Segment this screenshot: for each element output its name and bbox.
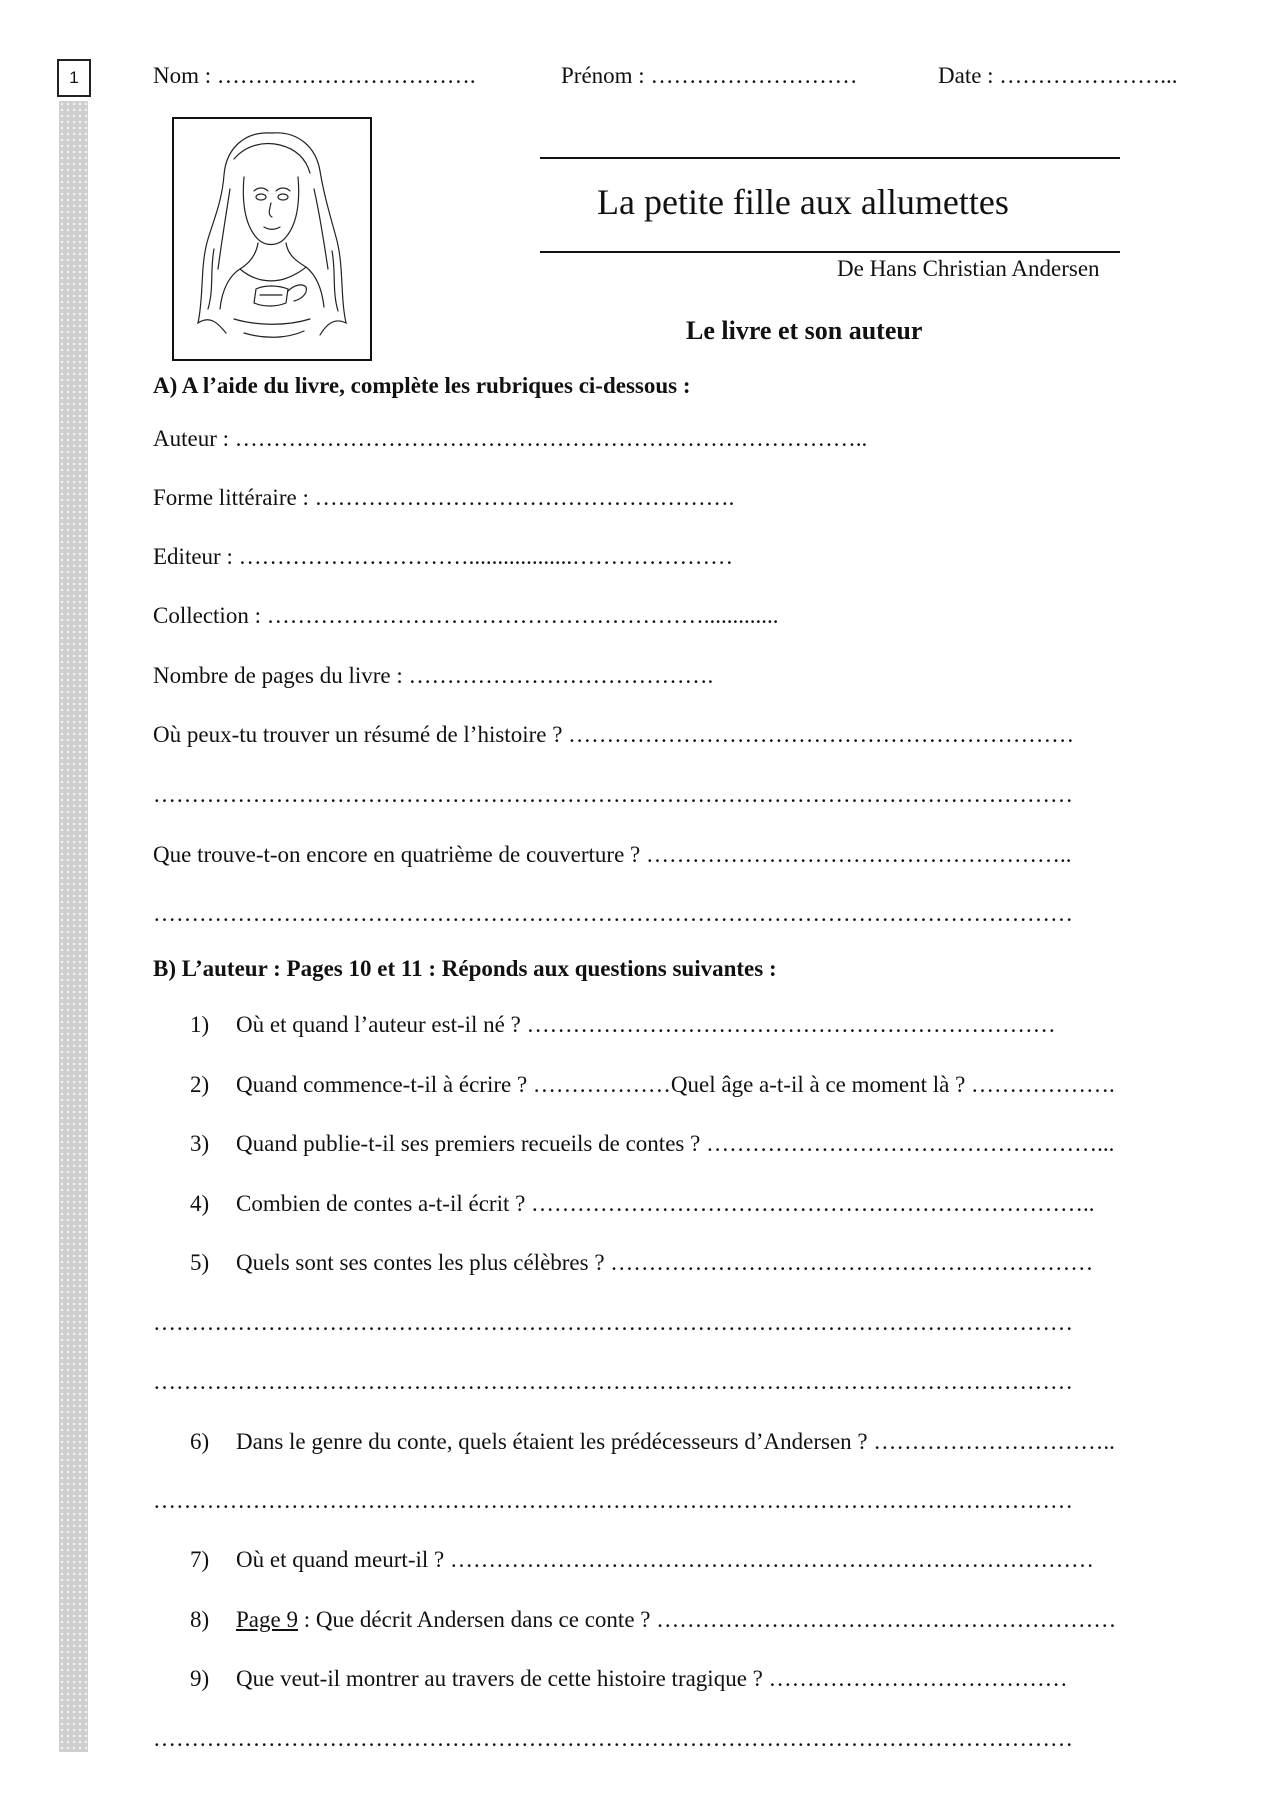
- question-5-number: 5): [190, 1250, 210, 1275]
- resume-question[interactable]: Où peux-tu trouver un résumé de l’histoire ? …………………………………………………………: [153, 722, 1075, 747]
- question-7-number: 7): [190, 1547, 210, 1572]
- section-b-heading: B) L’auteur : Pages 10 et 11 : Réponds aux questions suivantes :: [153, 956, 777, 981]
- question-4-text: Combien de contes a-t-il écrit ? ………………………………………………………………..: [236, 1191, 1095, 1216]
- question-5-answer-line-1[interactable]: …………………………………………………………………………………………………………: [153, 1310, 1073, 1335]
- question-6-number: 6): [190, 1429, 210, 1454]
- question-4[interactable]: [190, 1190, 1095, 1218]
- girl-illustration: [172, 117, 372, 361]
- question-6[interactable]: [190, 1428, 1115, 1456]
- prenom-field[interactable]: Prénom : ………………………: [561, 63, 858, 88]
- question-8[interactable]: [190, 1606, 1116, 1634]
- question-5[interactable]: [190, 1249, 1093, 1277]
- question-8-number: 8): [190, 1607, 210, 1632]
- question-3[interactable]: [190, 1130, 1114, 1158]
- author-line: De Hans Christian Andersen: [837, 256, 1100, 281]
- question-8-text: : Que décrit Andersen dans ce conte ? ……………………………………………………: [297, 1607, 1117, 1632]
- girl-drawing-icon: [174, 119, 370, 359]
- book-title: La petite fille aux allumettes: [597, 182, 1009, 222]
- forme-litteraire-field[interactable]: Forme littéraire : ……………………………………………….: [153, 485, 735, 510]
- question-6-text: Dans le genre du conte, quels étaient les prédécesseurs d’Andersen ? …………………………..: [236, 1429, 1115, 1454]
- question-1-text: Où et quand l’auteur est-il né ? ……………………………………………………………: [236, 1012, 1056, 1037]
- title-rule-bottom: [540, 251, 1120, 253]
- question-9-number: 9): [190, 1666, 210, 1691]
- question-5-text: Quels sont ses contes les plus célèbres ? ………………………………………………………: [236, 1250, 1094, 1275]
- left-margin-strip: [59, 101, 88, 1752]
- subtitle: Le livre et son auteur: [686, 316, 923, 345]
- resume-answer-line[interactable]: …………………………………………………………………………………………………………: [153, 782, 1073, 807]
- auteur-field[interactable]: Auteur : ………………………………………………………………………..: [153, 426, 868, 451]
- question-4-number: 4): [190, 1191, 210, 1216]
- couverture-answer-line[interactable]: …………………………………………………………………………………………………………: [153, 901, 1073, 926]
- nom-field[interactable]: Nom : …………………………….: [153, 63, 476, 88]
- nombre-pages-field[interactable]: Nombre de pages du livre : ………………………………….: [153, 663, 714, 688]
- collection-field[interactable]: Collection : ………………………………………………….............: [153, 603, 779, 628]
- date-field[interactable]: Date : …………………...: [938, 63, 1178, 88]
- section-a-heading: A) A l’aide du livre, complète les rubriques ci-dessous :: [153, 373, 691, 398]
- page-number: 1: [69, 68, 79, 87]
- question-6-answer-line[interactable]: …………………………………………………………………………………………………………: [153, 1488, 1073, 1513]
- question-2-number: 2): [190, 1072, 210, 1097]
- question-5-answer-line-2[interactable]: …………………………………………………………………………………………………………: [153, 1369, 1073, 1394]
- question-8-page-ref: Page 9: [236, 1607, 298, 1632]
- couverture-question[interactable]: Que trouve-t-on encore en quatrième de couverture ? ………………………………………………..: [153, 842, 1072, 867]
- question-3-text: Quand publie-t-il ses premiers recueils de contes ? ……………………………………………...: [236, 1131, 1115, 1156]
- question-1-number: 1): [190, 1012, 210, 1037]
- editeur-field[interactable]: Editeur : …………………………..................…………………: [153, 544, 734, 569]
- title-rule-top: [540, 157, 1120, 159]
- question-3-number: 3): [190, 1131, 210, 1156]
- question-9-answer-line[interactable]: …………………………………………………………………………………………………………: [153, 1726, 1073, 1751]
- question-9[interactable]: [190, 1665, 1068, 1693]
- question-7[interactable]: [190, 1546, 1094, 1574]
- question-2[interactable]: [190, 1071, 1115, 1099]
- question-7-text: Où et quand meurt-il ? …………………………………………………………………………: [236, 1547, 1094, 1572]
- question-9-text: Que veut-il montrer au travers de cette histoire tragique ? …………………………………: [236, 1666, 1068, 1691]
- page-number-box: [57, 59, 91, 97]
- question-1[interactable]: [190, 1011, 1056, 1039]
- question-2-text: Quand commence-t-il à écrire ? ………………Quel âge a-t-il à ce moment là ? ……………….: [236, 1072, 1115, 1097]
